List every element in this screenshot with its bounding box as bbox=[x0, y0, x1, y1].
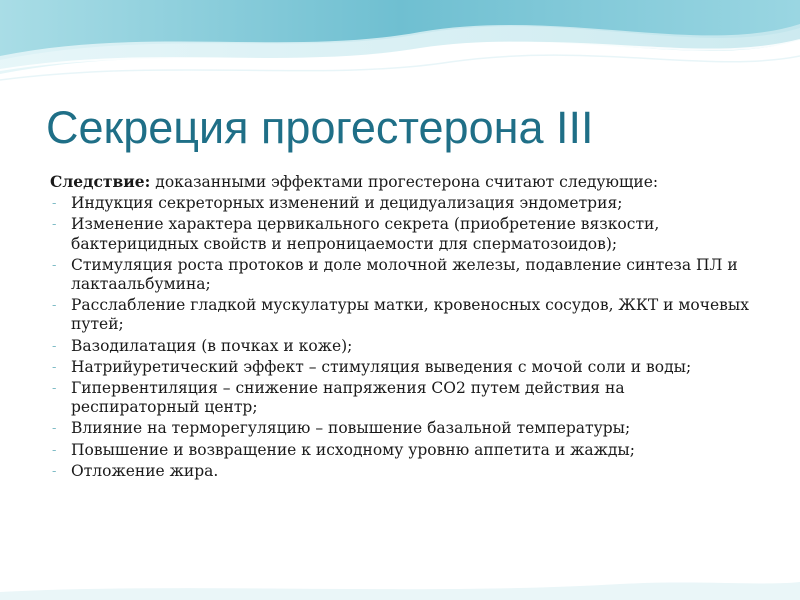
list-item-text: Отложение жира. bbox=[71, 461, 219, 480]
bullet-marker: - bbox=[52, 217, 57, 233]
bullet-marker: - bbox=[52, 338, 57, 354]
list-item bbox=[50, 462, 750, 481]
bullet-marker: - bbox=[52, 257, 57, 273]
list-item bbox=[50, 337, 750, 356]
list-item-text: Повышение и возвращение к исходному уровню аппетита и жажды; bbox=[71, 440, 635, 459]
bullet-marker: - bbox=[52, 196, 57, 212]
list-item-text: Вазодилатация (в почках и коже); bbox=[71, 336, 353, 355]
intro-label: Следствие: bbox=[50, 172, 151, 191]
effects-list bbox=[50, 194, 750, 481]
list-item-text: Натрийуретический эффект – стимуляция выведения с мочой соли и воды; bbox=[71, 357, 692, 376]
bullet-marker: - bbox=[52, 359, 57, 375]
list-item bbox=[50, 194, 750, 213]
list-item bbox=[50, 379, 750, 417]
bullet-marker: - bbox=[52, 298, 57, 314]
slide-content bbox=[50, 172, 750, 483]
top-wave-decoration bbox=[0, 0, 800, 110]
bullet-marker: - bbox=[52, 442, 57, 458]
list-item-text: Гипервентиляция – снижение напряжения СО2 путем действия на респираторный центр; bbox=[71, 379, 625, 417]
list-item-text: Индукция секреторных изменений и децидуализация эндометрия; bbox=[71, 194, 623, 213]
list-item bbox=[50, 419, 750, 438]
list-item-text: Влияние на терморегуляцию – повышение базальной температуры; bbox=[71, 419, 631, 438]
bullet-marker: - bbox=[52, 421, 57, 437]
bullet-marker: - bbox=[52, 463, 57, 479]
list-item-text: Изменение характера цервикального секрета (приобретение вязкости, бактерицидных свойств и непроницаемости для сперматозоидов); bbox=[71, 215, 660, 253]
list-item bbox=[50, 441, 750, 460]
bullet-marker: - bbox=[52, 381, 57, 397]
list-item bbox=[50, 215, 750, 253]
intro-text: доказанными эффектами прогестерона считают следующие: bbox=[150, 173, 659, 191]
intro-line bbox=[50, 172, 750, 192]
list-item bbox=[50, 358, 750, 377]
list-item bbox=[50, 296, 750, 334]
list-item-text: Стимуляция роста протоков и доле молочной железы, подавление синтеза ПЛ и лактаальбумина; bbox=[71, 255, 738, 294]
bottom-wave-decoration bbox=[0, 570, 800, 600]
list-item bbox=[50, 256, 750, 294]
slide-title: Секреция прогестерона III bbox=[46, 102, 594, 153]
list-item-text: Расслабление гладкой мускулатуры матки, кровеносных сосудов, ЖКТ и мочевых путей; bbox=[71, 296, 749, 334]
